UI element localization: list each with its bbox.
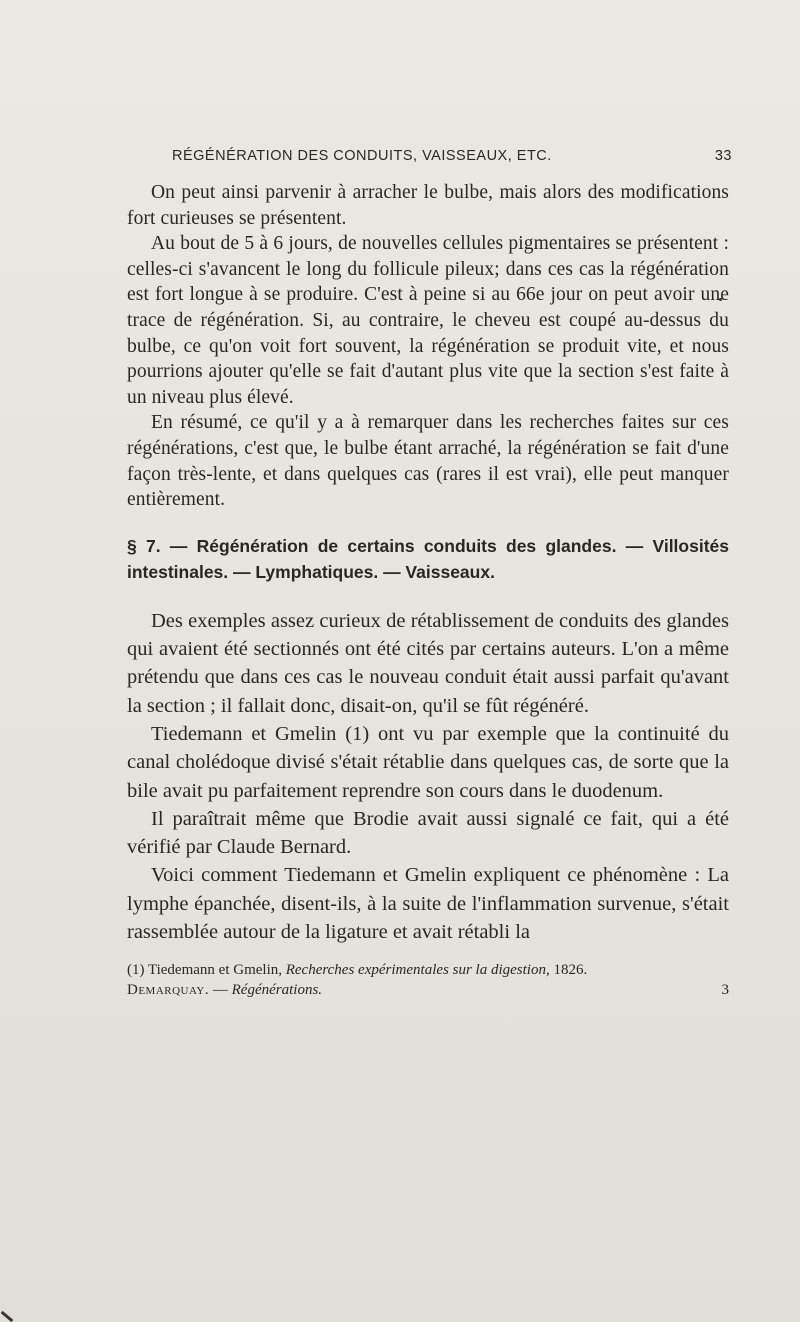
paragraphs-block-b	[127, 607, 729, 947]
page-number: 33	[714, 148, 732, 164]
signature-line	[127, 980, 729, 1000]
footnote-year: 1826.	[553, 962, 588, 979]
running-title: RÉGÉNÉRATION DES CONDUITS, VAISSEAUX, ETC.	[172, 148, 552, 164]
paragraphs-block-a	[127, 180, 729, 513]
footnote	[127, 960, 729, 980]
paragraph: Au bout de 5 à 6 jours, de nouvelles cellules pigmentaires se présentent : celles-ci s'avancent le long du follicule pileux; dans ces cas la régénération est fort longue à se produire. C'est à peine si au 66e jour on peut avoir une trace de régénération. Si, au contraire, le cheveu est coupé au-dessus du bulbe, ce qu'on voit fort souvent, la régénération se produit vite, et nous pourrions ajouter qu'elle se fait d'autant plus vite que la section s'est faite à un niveau plus élevé.	[127, 233, 729, 408]
paragraph: Tiedemann et Gmelin (1) ont vu par exemple que la continuité du canal cholédoque divisé s'était rétablie dans quelques cas, de sorte que la bile avait pu parfaitement reprendre son cours dans le duodenum.	[127, 722, 729, 802]
paragraph: Il paraîtrait même que Brodie avait aussi signalé ce fait, qui a été vérifié par Claude Bernard.	[127, 807, 729, 859]
paragraph: En résumé, ce qu'il y a à remarquer dans les recherches faites sur ces régénérations, c'est que, le bulbe étant arraché, la régénération se fait d'une façon très-lente, et dans quelques cas (rares il est vrai), elle peut manquer entièrement.	[127, 412, 729, 511]
text-body	[127, 180, 729, 1000]
signature-number: 3	[721, 982, 729, 999]
footnote-book-title: Recherches expérimentales sur la digestion,	[285, 962, 550, 979]
footnote-ref: (1) Tiedemann et Gmelin,	[127, 962, 282, 979]
page-edge-mark	[1, 1311, 14, 1322]
paragraph: Voici comment Tiedemann et Gmelin expliquent ce phénomène : La lymphe épanchée, disent-ils, à la suite de l'inflammation survenue, s'était rassemblée autour de la ligature et avait rétabli la	[127, 864, 729, 943]
signature-short-title: Régénérations.	[231, 982, 323, 999]
paragraph: Des exemples assez curieux de rétablissement de conduits des glandes qui avaient été sectionnés ont été cités par certains auteurs. L'on a même prétendu que dans ces cas le nouveau conduit était aussi parfait qu'avant la section ; il fallait donc, disait-on, qu'il se fût régénéré.	[127, 609, 729, 717]
signature-dash: —	[212, 982, 228, 999]
section-heading: § 7. — Régénération de certains conduits des glandes. — Villosités intestinales. — Lymphatiques. — Vaisseaux.	[127, 535, 729, 582]
signature-author: Demarquay.	[127, 982, 210, 999]
paragraph: On peut ainsi parvenir à arracher le bulbe, mais alors des modifications fort curieuses se présentent.	[127, 182, 729, 229]
